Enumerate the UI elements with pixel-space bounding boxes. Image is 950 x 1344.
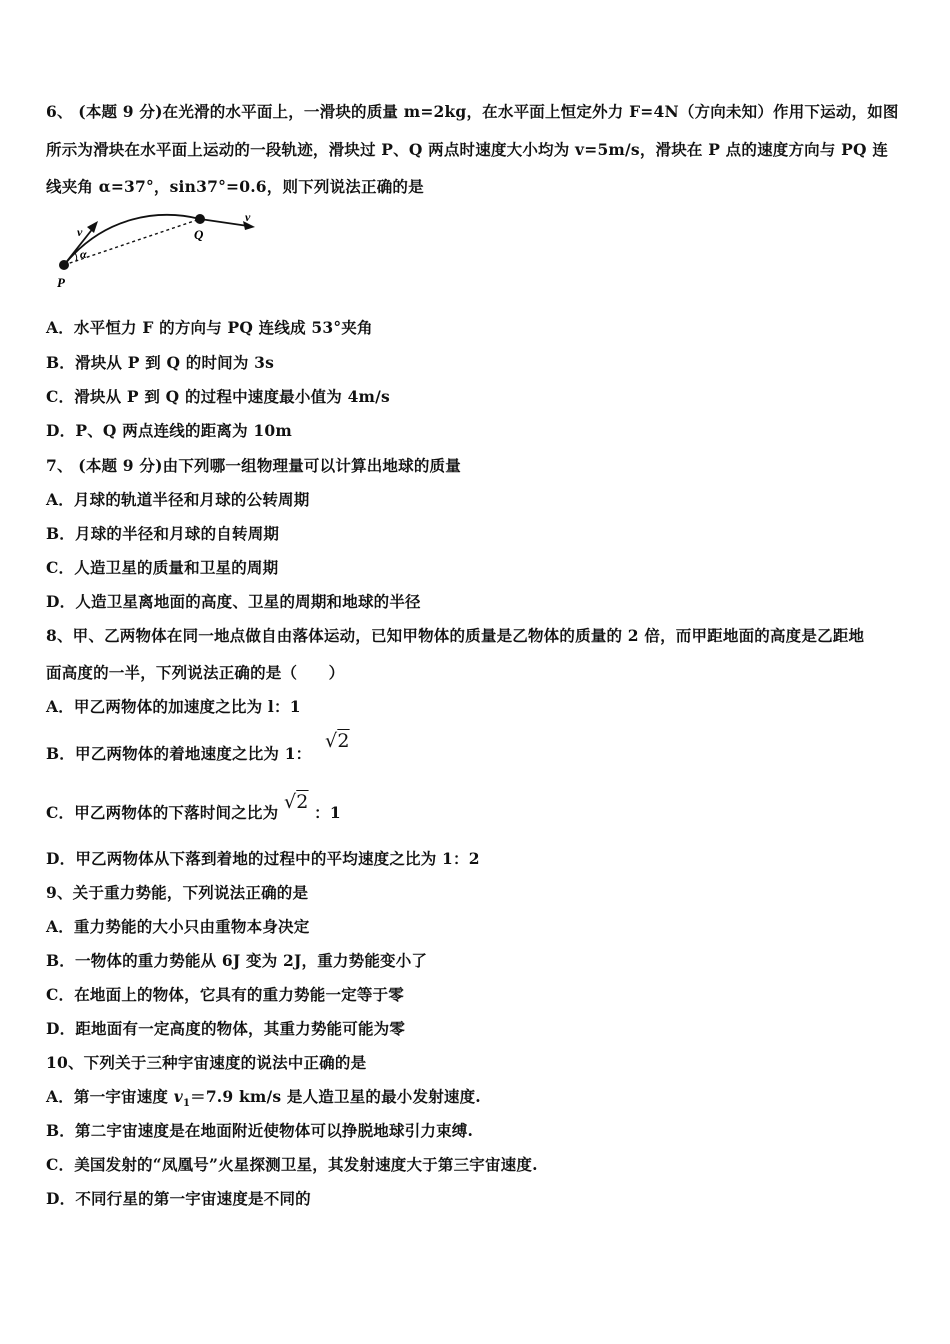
sqrt-sign: √ — [283, 791, 297, 813]
q6-option-a: A．水平恒力 F 的方向与 PQ 连线成 53°夹角 — [46, 318, 373, 337]
q8-option-c-text: C．甲乙两物体的下落时间之比为 — [46, 803, 279, 822]
point-p — [59, 260, 69, 270]
q10-option-a-suffix: ＝7.9 km/s 是人造卫星的最小发射速度. — [190, 1087, 481, 1106]
q10-option-a-prefix: A．第一宇宙速度 — [46, 1087, 174, 1106]
q8-stem-line-1: 8、甲、乙两物体在同一地点做自由落体运动，已知甲物体的质量是乙物体的质量的 2 倍，而甲距地面的高度是乙距地 — [46, 626, 865, 645]
label-v-p: v — [77, 225, 83, 239]
q8-option-a: A．甲乙两物体的加速度之比为 l：1 — [46, 697, 301, 716]
q8-option-c-ratio: ：1 — [314, 803, 341, 822]
q6-option-b: B．滑块从 P 到 Q 的时间为 3s — [46, 353, 275, 372]
q10-option-b: B．第二宇宙速度是在地面附近使物体可以挣脱地球引力束缚. — [46, 1121, 474, 1140]
q9-option-b: B．一物体的重力势能从 6J 变为 2J，重力势能变小了 — [46, 951, 428, 970]
q6-option-d: D．P、Q 两点连线的距离为 10m — [46, 421, 292, 440]
q6-trajectory-figure — [50, 205, 270, 295]
velocity-q-line — [200, 219, 248, 226]
sqrt-2-c — [284, 791, 309, 813]
q8-option-d: D．甲乙两物体从下落到着地的过程中的平均速度之比为 1：2 — [46, 849, 480, 868]
q10-option-a — [46, 1087, 906, 1114]
q7-option-d: D．人造卫星离地面的高度、卫星的周期和地球的半径 — [46, 592, 421, 611]
sqrt-radicand: 2 — [337, 730, 350, 752]
q9-option-c: C．在地面上的物体，它具有的重力势能一定等于零 — [46, 985, 404, 1004]
label-alpha: α — [80, 247, 87, 261]
sqrt-radicand: 2 — [296, 791, 309, 813]
q9-option-d: D．距地面有一定高度的物体，其重力势能可能为零 — [46, 1019, 406, 1038]
q7-option-b: B．月球的半径和月球的自转周期 — [46, 524, 280, 543]
q10-option-c: C．美国发射的“凤凰号”火星探测卫星，其发射速度大于第三宇宙速度. — [46, 1155, 538, 1174]
q6-option-c: C．滑块从 P 到 Q 的过程中速度最小值为 4m/s — [46, 387, 390, 406]
q9-option-a: A．重力势能的大小只由重物本身决定 — [46, 917, 310, 936]
q7-option-a: A．月球的轨道半径和月球的公转周期 — [46, 490, 310, 509]
q10-option-d: D．不同行星的第一宇宙速度是不同的 — [46, 1189, 311, 1208]
q10-stem: 10、下列关于三种宇宙速度的说法中正确的是 — [46, 1053, 367, 1072]
q8-stem-line-2: 面高度的一半，下列说法正确的是（ ） — [46, 663, 345, 682]
q6-stem-line-1: 6、 (本题 9 分)在光滑的水平面上，一滑块的质量 m=2kg，在水平面上恒定外力 F=4N（方向未知）作用下运动，如图 — [46, 102, 899, 121]
label-p: P — [57, 275, 65, 290]
sqrt-sign: √ — [325, 730, 338, 752]
q7-stem: 7、 (本题 9 分)由下列哪一组物理量可以计算出地球的质量 — [46, 456, 461, 475]
q8-option-b — [46, 730, 906, 764]
label-q: Q — [194, 227, 204, 242]
q7-option-c: C．人造卫星的质量和卫星的周期 — [46, 558, 279, 577]
q6-stem-line-2: 所示为滑块在水平面上运动的一段轨迹，滑块过 P、Q 两点时速度大小均为 v=5m/s，滑块在 P 点的速度方向与 PQ 连 — [46, 140, 889, 159]
sqrt-2-b — [325, 730, 350, 752]
point-q — [195, 214, 205, 224]
label-v-q: v — [245, 210, 251, 224]
velocity-p-arrowhead — [87, 221, 98, 233]
q8-option-b-text: B．甲乙两物体的着地速度之比为 1： — [46, 744, 312, 763]
q8-option-c — [46, 791, 906, 823]
q9-stem: 9、关于重力势能，下列说法正确的是 — [46, 883, 309, 902]
velocity-subscript: 1 — [182, 1098, 191, 1110]
velocity-variable: v — [173, 1087, 183, 1106]
q6-stem-line-3: 线夹角 α=37°，sin37°=0.6，则下列说法正确的是 — [46, 177, 424, 196]
